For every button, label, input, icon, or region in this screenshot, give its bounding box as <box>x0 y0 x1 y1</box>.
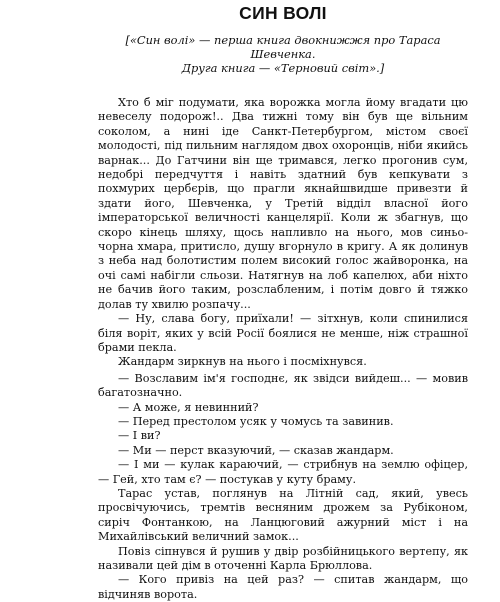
paragraph: Тарас устав, поглянув на Літній сад, який, увесь просвічуючись, тремтів весняним дрожем за Рубіконом, сиріч Фонтанкою, на Ланцюговий ажурний міст і на Михайлівський величний замок... <box>98 486 468 544</box>
epigraph <box>98 33 468 75</box>
document-title: СИН ВОЛІ <box>239 3 327 23</box>
paragraph: Повіз сіпнувся й рушив у двір розбійницького вертепу, як називали цей дім в оточенні Карла Брюллова. <box>98 544 468 572</box>
document-body <box>98 96 468 602</box>
paragraph: — І ми — кулак караючий, — стрибнув на землю офіцер, — Гей, хто там є? — постукав у куту браму. <box>98 458 468 486</box>
paragraph: — Перед престолом усяк у чомусь та завинив. <box>118 414 394 428</box>
paragraph: — Ми — перст вказуючий, — сказав жандарм. <box>118 443 394 457</box>
paragraph: — Ну, слава богу, приїхали! — зітхнув, коли спинилися біля воріт, яких у всій Росії боялися не менше, ніж страшної брами пекла. <box>98 312 468 354</box>
paragraph: — І ви? <box>118 429 161 443</box>
epigraph-line-1: [«Син волі» — перша книга двокнижжя про Тараса Шевченка. <box>125 33 441 61</box>
epigraph-line-2: Друга книга — «Терновий світ».] <box>181 61 385 75</box>
paragraph: — Возславим ім'я господнє, як звідси вийдеш... — мовив багатозначно. <box>98 371 468 400</box>
paragraph: Хто б міг подумати, яка ворожка могла йому вгадати цю невеселу подорож!.. Два тижні тому він був ще вільним соколом, а нині іде Санкт-Петербургом, містом своєї молодості, під пильним наглядом двох охоронців, ніби якийсь варнак... До Гатчини він ще тримався, легко прогонив сум, недобрі передчуття і навіть здатний був кепкувати з похмурих цербєрів, що прагли якнайшвидше привезти й здати його, Шевченка, у Третій відділ власної його імператорської величності канцелярії. Коли ж збагнув, що скоро кінець шляху, щось напливло на нього, мов синьо-чорна хмара, притисло, душу вгорнуло в кригу. А як долинув з неба над болотистим полем високий голос жайворонка, на очі самі набігли сльози. Натягнув на лоб капелюх, аби ніхто не бачив його таким, розслабленим, і потім довго й тяжко долав ту хвилю розпачу... <box>98 96 468 311</box>
paragraph: — Кого привіз на цей раз? — спитав жандарм, що відчиняв ворота. <box>98 573 468 601</box>
paragraph: — А може, я невинний? <box>118 400 259 414</box>
paragraph: Жандарм зиркнув на нього і посміхнувся. <box>118 355 367 369</box>
